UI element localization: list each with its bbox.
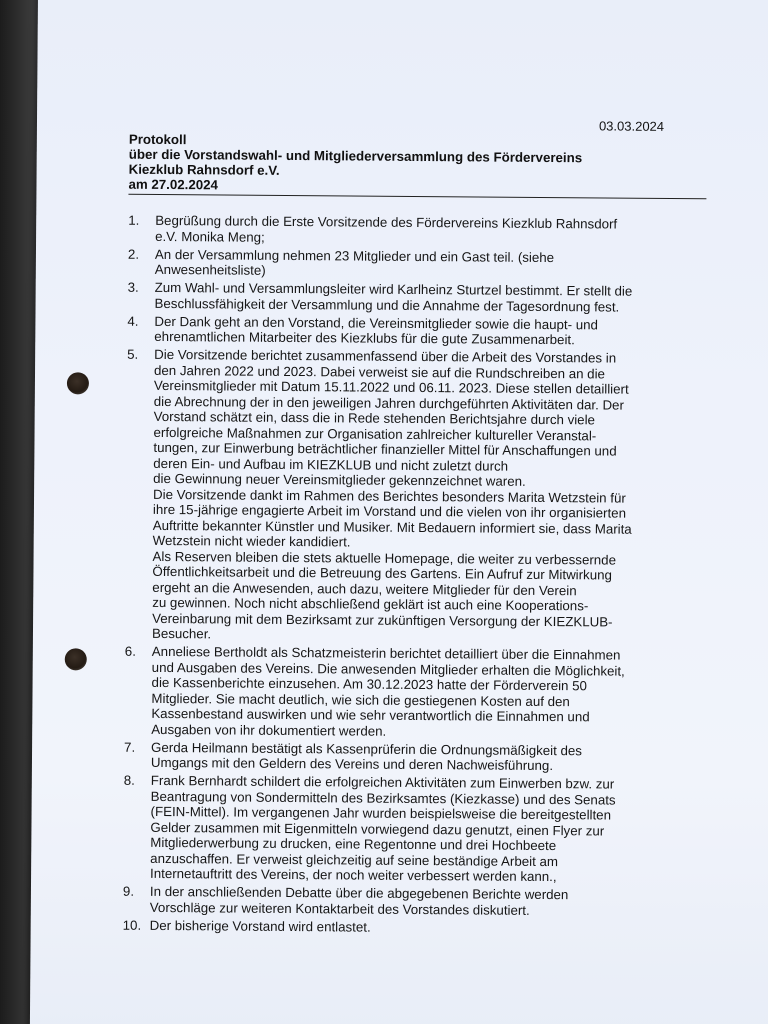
agenda-list [123, 213, 689, 940]
item-text-line: An der Versammlung nehmen 23 Mitglieder und ein Gast teil. (siehe [154, 246, 555, 265]
list-item [128, 213, 688, 248]
item-number: 5. [127, 346, 139, 362]
item-text-line: Begrüßung durch die Erste Vorsitzende des Fördervereins Kiezklub Rahnsdorf [155, 212, 618, 232]
item-text-line: Anneliese Bertholdt als Schatzmeisterin berichtet detailliert über die Einnahmen [151, 643, 621, 663]
list-item [123, 884, 683, 919]
item-text-line: deren Ein- und Aufbau im KIEZKLUB und nicht zuletzt durch [153, 455, 509, 474]
item-text-line: Anwesenheitsliste) [154, 261, 266, 278]
item-text-line: Vorschläge zur weiteren Kontaktarbeit des Vorstandes diskutiert. [149, 899, 530, 918]
punch-hole [65, 648, 87, 670]
punch-hole [67, 372, 89, 394]
item-number: 10. [122, 917, 142, 933]
item-text-line: e.V. Monika Meng; [155, 228, 265, 245]
item-text-line: die Abrechnung der in den jeweiligen Jahren durchgeführten Aktivitäten dar. Der [153, 393, 624, 413]
header-line: Protokoll [128, 131, 187, 148]
item-number: 4. [127, 313, 139, 329]
item-text-line: Beschlussfähigkeit der Versammlung und die Annahme der Tagesordnung fest. [154, 295, 620, 315]
item-text-line: Der Dank geht an den Vorstand, die Vereinsmitglieder sowie die haupt- und [154, 313, 598, 332]
item-text-line: Vereinbarung mit dem Bezirksamt zur zukünftigen Versorgung der KIEZKLUB- [152, 610, 613, 630]
document-date: 03.03.2024 [598, 118, 665, 134]
item-text-line: ehrenamtlichen Mitarbeiter des Kiezklubs für die gute Zusammenarbeit. [154, 328, 575, 348]
item-text-line: Gelder zusammen mit Eigenmitteln vorwiegend dazu genutzt, einen Flyer zur [150, 819, 605, 838]
item-number: 6. [124, 643, 136, 659]
header-line: über die Vorstandswahl- und Mitgliederversammlung des Fördervereins [128, 146, 583, 166]
item-text-line: Frank Bernhardt schildert die erfolgreichen Aktivitäten zum Einwerben bzw. zur [150, 772, 615, 792]
item-text-line: Besucher. [151, 625, 212, 642]
item-text-line: (FEIN-Mittel). Im vergangenen Jahr wurden beispielsweise die bereitgestellten [150, 803, 612, 823]
item-text-line: Beantragung von Sondermitteln des Bezirksamtes (Kiezkasse) und des Senats [150, 788, 616, 808]
item-text-line: Zum Wahl- und Versammlungsleiter wird Karlheinz Sturtzel bestimmt. Er stellt die [154, 279, 633, 299]
item-text-line: Umgangs mit den Geldern des Vereins und deren Nachweisführung. [150, 754, 554, 774]
list-item [123, 773, 684, 886]
item-text-line: die Gewinnung neuer Vereinsmitglieder gekennzeichnet waren. [153, 470, 526, 489]
document-page [30, 0, 768, 1024]
item-text-line: Mitgliederwerbung zu drucken, eine Regentonne und drei Hochbeete [150, 834, 557, 854]
list-item [123, 917, 683, 937]
item-text-line: Die Vorsitzende berichtet zusammenfassend über die Arbeit des Vorstandes in [154, 346, 617, 366]
item-text-line: Mitglieder. Sie macht deutlich, wie sich die gestiegenen Kosten auf den [151, 690, 570, 709]
item-number: 7. [124, 739, 136, 755]
document-header [128, 132, 728, 197]
item-number: 2. [127, 246, 140, 262]
item-text-line: Der bisherige Vorstand wird entlastet. [149, 917, 371, 935]
list-item [127, 313, 687, 348]
item-text-line: Vorstand schätzt ein, dass die in Rede stehenden Berichtsjahre durch viele [153, 408, 596, 428]
item-text-line: Internetauftritt des Vereins, der noch weiter verbessert werden kann., [150, 865, 557, 885]
show-through-text [697, 109, 768, 130]
list-item [128, 280, 688, 315]
item-text-line: Ausgaben von ihr dokumentiert werden. [151, 721, 387, 739]
item-number: 1. [128, 212, 140, 228]
item-text-line: ihre 15-jährige engagierte Arbeit im Vorstand und die vielen von ihr organisierten [152, 501, 627, 521]
item-text-line: Öffentlichkeitsarbeit und die Betreuung des Gartens. Ein Aufruf zur Mitwirkung [152, 563, 612, 583]
list-item [128, 246, 688, 281]
item-text-line: Auftritte bekannter Künstler und Musiker. Mit Bedauern informiert sie, dass Marita [152, 517, 632, 537]
item-text-line: den Jahren 2022 und 2023. Dabei verweist sie auf die Rundschreiben an die [153, 362, 606, 381]
item-text-line: In der anschließenden Debatte über die abgegebenen Berichte werden [149, 883, 569, 903]
item-text-line: Kassenbestand auswirken und wie sehr verantwortlich die Einnahmen und [151, 705, 590, 725]
item-text-line: ergeht an die Anwesenden, auch dazu, weitere Mitglieder für den Verein [152, 579, 577, 598]
item-text-line: Wetzstein nicht wieder kandidiert. [152, 532, 351, 550]
item-text-line: Als Reserven bleiben die stets aktuelle Homepage, die weiter zu verbessernde [152, 548, 617, 568]
item-text-line: tungen, zur Einwerbung beträchtlicher finanzieller Mittel für Anschaffungen und [153, 439, 617, 459]
header-line: Kiezklub Rahnsdorf e.V. [128, 161, 280, 178]
item-text-line: erfolgreiche Maßnahmen zur Organisation zahlreicher kultureller Veranstal- [153, 424, 597, 443]
item-number: 9. [122, 883, 135, 899]
item-number: 8. [123, 772, 135, 788]
header-line: am 27.02.2024 [128, 176, 219, 193]
item-number: 3. [127, 279, 139, 295]
list-item [124, 739, 684, 774]
item-text-line: und Ausgaben des Vereins. Die anwesenden Mitglieder erhalten die Möglichkeit, [151, 659, 625, 679]
item-text-line: Vereinsmitglieder mit Datum 15.11.2022 und 06.11. 2023. Diese stellen detailliert [153, 377, 629, 397]
list-item [125, 347, 687, 646]
item-text-line: zu gewinnen. Noch nicht abschließend geklärt ist auch eine Kooperations- [152, 594, 589, 614]
item-text-line: Die Vorsitzende dankt im Rahmen des Berichtes besonders Marita Wetzstein für [153, 486, 626, 506]
list-item [124, 644, 685, 741]
item-text-line: Gerda Heilmann bestätigt als Kassenprüferin die Ordnungsmäßigkeit des [151, 739, 583, 758]
item-text-line: die Kassenberichte einzusehen. Am 30.12.2023 hatte der Förderverein 50 [151, 674, 588, 694]
item-text-line: anzuschaffen. Er verweist gleichzeitig auf seine beständige Arbeit am [150, 850, 559, 869]
